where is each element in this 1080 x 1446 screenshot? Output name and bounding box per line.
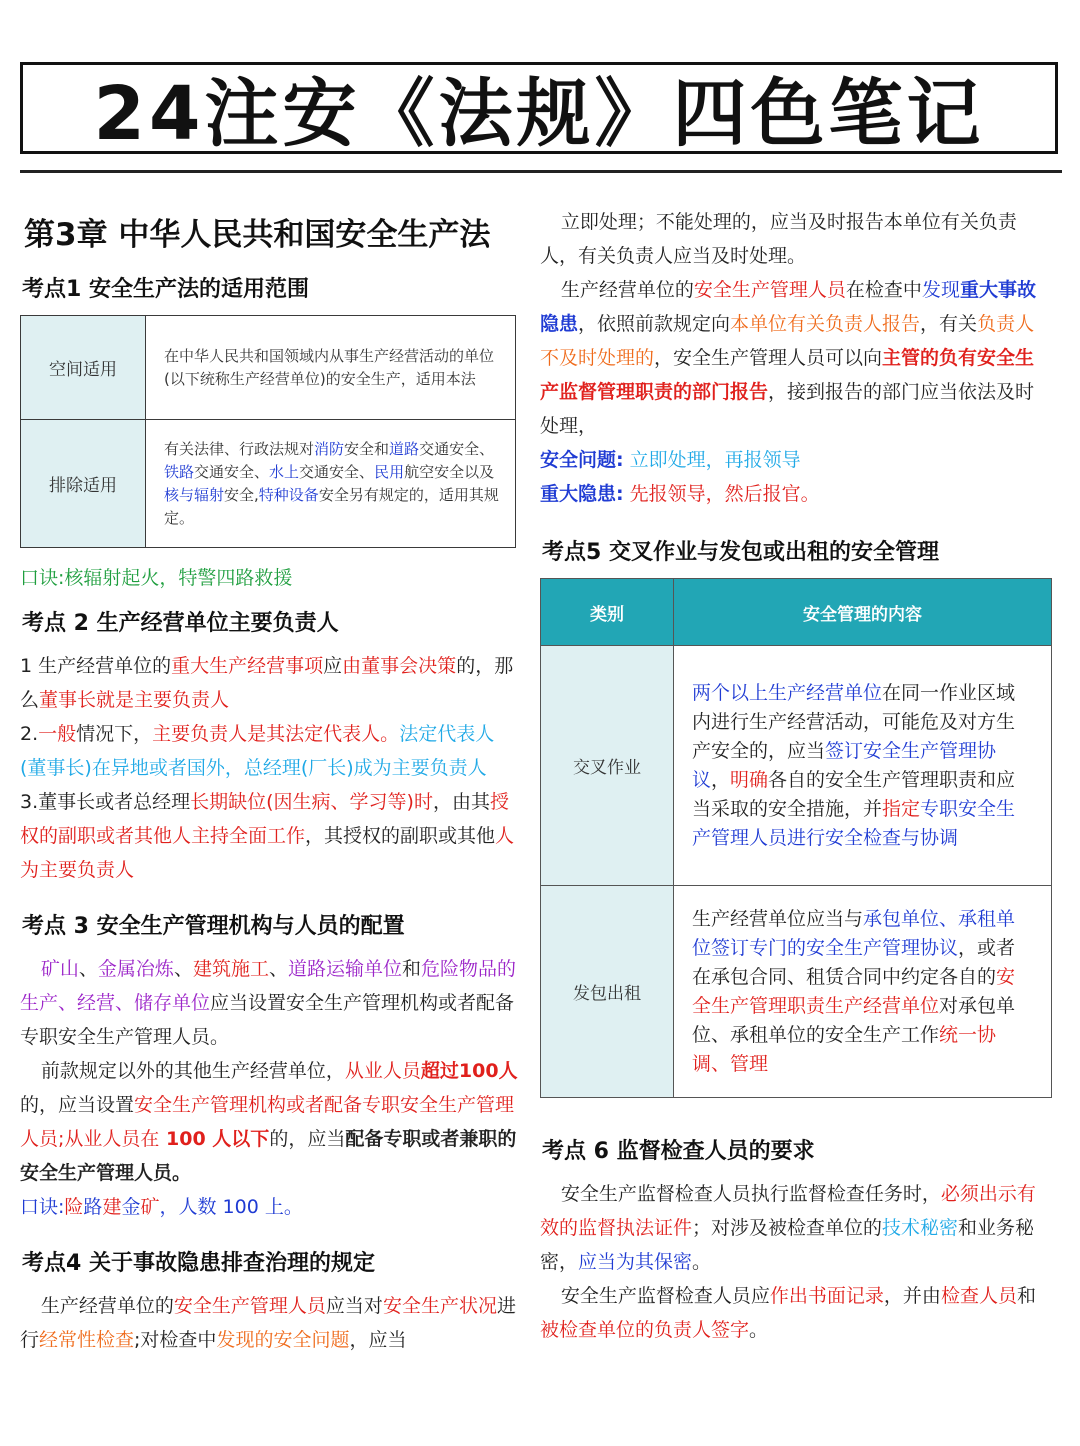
mnemonic-1: 口诀:核辐射起火，特警四路救援 bbox=[20, 567, 293, 589]
scope-table bbox=[20, 315, 516, 548]
safety-issue-note: 安全问题: 立即处理，再报领导 bbox=[540, 449, 801, 471]
row-label: 空间适用 bbox=[21, 316, 146, 420]
right-para-1: 立即处理；不能处理的，应当及时报告本单位有关负责人，有关负责人应当及时处理。 bbox=[540, 211, 1017, 267]
page-title: 24注安《法规》四色笔记 bbox=[93, 71, 985, 157]
row-label: 排除适用 bbox=[21, 420, 146, 548]
kd2-para-3: 3.董事长或者总经理长期缺位(因生病、学习等)时，由其授权的副职或者其他人主持全面工作，其授权的副职或其他人为主要负责人 bbox=[20, 791, 515, 881]
title-box bbox=[20, 62, 1058, 157]
kd2-para-1: 1 生产经营单位的重大生产经营事项应由董事会决策的，那么董事长就是主要负责人 bbox=[20, 655, 514, 711]
kd3-para-2: 前款规定以外的其他生产经营单位，从业人员超过100人的，应当设置安全生产管理机构或者配备专职安全生产管理人员;从业人员在 100 人以下的，应当配备专职或者兼职的安全生产管理人员。 bbox=[20, 1060, 518, 1184]
col-header-content: 安全管理的内容 bbox=[674, 579, 1052, 646]
kd3-heading: 考点 3 安全生产管理机构与人员的配置 bbox=[22, 914, 405, 939]
table-header-row bbox=[541, 579, 1052, 646]
col-header-category: 类别 bbox=[541, 579, 674, 646]
row-content: 有关法律、行政法规对消防安全和道路交通安全、铁路交通安全、水上交通安全、民用航空安全以及核与辐射安全,特种设备安全另有规定的，适用其规定。 bbox=[146, 420, 516, 548]
table-row bbox=[541, 646, 1052, 886]
table-row bbox=[21, 420, 516, 548]
table-row bbox=[541, 886, 1052, 1098]
kd6-para-2: 安全生产监督检查人员应作出书面记录，并由检查人员和被检查单位的负责人签字。 bbox=[540, 1285, 1036, 1341]
kd4-heading: 考点4 关于事故隐患排查治理的规定 bbox=[22, 1251, 375, 1276]
kd3-para-1: 矿山、金属冶炼、建筑施工、道路运输单位和危险物品的生产、经营、储存单位应当设置安全生产管理机构或者配备专职安全生产管理人员。 bbox=[20, 958, 517, 1048]
mnemonic-3: 口诀:险路建金矿，人数 100 上。 bbox=[20, 1196, 303, 1218]
row-label: 交叉作业 bbox=[541, 646, 674, 886]
row-content: 两个以上生产经营单位在同一作业区域内进行生产经营活动，可能危及对方生产安全的，应当签订安全生产管理协议，明确各自的安全生产管理职责和应当采取的安全措施，并指定专职安全生产管理人员进行安全检查与协调 bbox=[674, 646, 1052, 886]
kd4-para-1: 生产经营单位的安全生产管理人员应当对安全生产状况进行经常性检查;对检查中发现的安全问题，应当 bbox=[20, 1295, 516, 1351]
chapter-title: 第3章 中华人民共和国安全生产法 bbox=[24, 217, 491, 253]
row-content: 在中华人民共和国领域内从事生产经营活动的单位(以下统称生产经营单位)的安全生产，适用本法 bbox=[146, 316, 516, 420]
right-para-2: 生产经营单位的安全生产管理人员在检查中发现重大事故隐患，依照前款规定向本单位有关负责人报告，有关负责人不及时处理的，安全生产管理人员可以向主管的负有安全生产监督管理职责的部门报告，接到报告的部门应当依法及时处理， bbox=[540, 279, 1036, 437]
kd6-para-1: 安全生产监督检查人员执行监督检查任务时，必须出示有效的监督执法证件；对涉及被检查单位的技术秘密和业务秘密，应当为其保密。 bbox=[540, 1183, 1036, 1273]
kd6-heading: 考点 6 监督检查人员的要求 bbox=[542, 1139, 815, 1164]
left-column bbox=[20, 205, 520, 1357]
table-row bbox=[21, 316, 516, 420]
major-hazard-note: 重大隐患: 先报领导，然后报官。 bbox=[540, 483, 820, 505]
kd1-heading: 考点1 安全生产法的适用范围 bbox=[22, 277, 309, 302]
divider bbox=[20, 170, 1062, 173]
kd5-heading: 考点5 交叉作业与发包或出租的安全管理 bbox=[542, 540, 939, 565]
right-column bbox=[540, 205, 1052, 1347]
kd2-heading: 考点 2 生产经营单位主要负责人 bbox=[22, 611, 339, 636]
row-label: 发包出租 bbox=[541, 886, 674, 1098]
management-table bbox=[540, 578, 1052, 1098]
row-content: 生产经营单位应当与承包单位、承租单位签订专门的安全生产管理协议，或者在承包合同、租赁合同中约定各自的安全生产管理职责生产经营单位对承包单位、承租单位的安全生产工作统一协调、管理 bbox=[674, 886, 1052, 1098]
kd2-para-2: 2.一般情况下，主要负责人是其法定代表人。法定代表人(董事长)在异地或者国外，总经理(厂长)成为主要负责人 bbox=[20, 723, 495, 779]
